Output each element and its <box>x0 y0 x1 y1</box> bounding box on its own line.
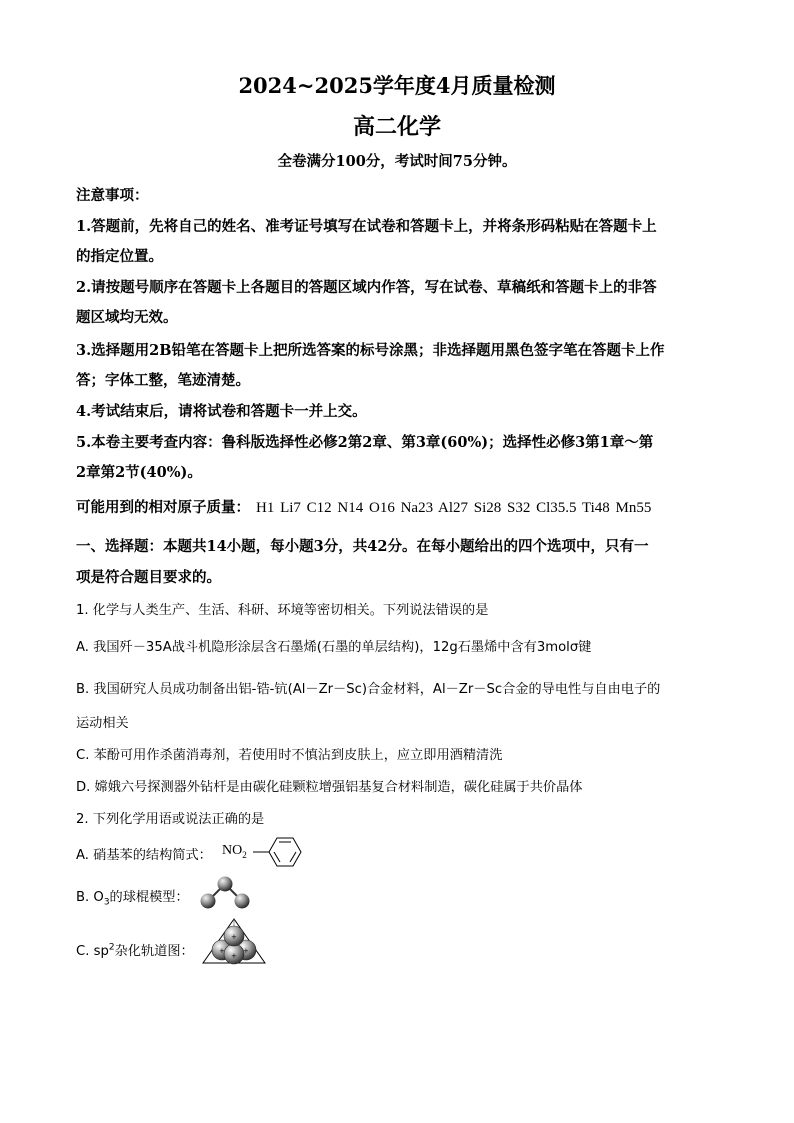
atomic-mass-line <box>76 496 651 517</box>
benzene-ring-icon <box>222 834 312 870</box>
question-2-option-b: B. $O_3$的球棍模型： <box>76 890 189 908</box>
notice-line: 答；字体工整，笔迹清楚。 <box>76 372 250 389</box>
sp2-hybrid-orbital-diagram <box>199 917 269 973</box>
option-a-label: A. 硝基苯的结构简式： <box>76 848 212 863</box>
question-1-option-a: A. 我国歼－35A战斗机隐形涂层含石墨烯(石墨的单层结构)，12g石墨烯中含有3molσ键 <box>76 640 592 655</box>
atomic-mass-label: 可能用到的相对原子质量： <box>76 499 250 516</box>
ozone-ball-stick-model <box>197 874 255 916</box>
notice-line: 题区域均无效。 <box>76 309 178 326</box>
question-2-option-c: C. $sp^2$杂化轨道图： <box>76 942 194 959</box>
question-1-option-b: B. 我国研究人员成功制备出铝-锆-钪(Al－Zr－Sc)合金材料，Al－Zr－Sc合金的导电性与自由电子的 <box>76 682 661 697</box>
notice-line: 的指定位置。 <box>76 248 163 265</box>
question-2-option-a <box>76 844 212 863</box>
question-1-option-d: D. 嫦娥六号探测器外钻杆是由碳化硅颗粒增强铝基复合材料制造，碳化硅属于共价晶体 <box>76 780 583 795</box>
atomic-mass-values: H1 Li7 C12 N14 O16 Na23 Al27 Si28 S32 Cl35.5 Ti48 Mn55 <box>256 500 652 516</box>
section-heading: 一、选择题：本题共14小题，每小题3分，共42分。在每小题给出的四个选项中，只有一 <box>76 538 649 555</box>
notice-line: 4.考试结束后，请将试卷和答题卡一并上交。 <box>76 403 367 420</box>
svg-text:+: + <box>231 933 237 941</box>
section-heading: 项是符合题目要求的。 <box>76 569 221 586</box>
notice-line: 2章第2节(40%)。 <box>76 464 202 481</box>
nitro-group-label: $NO_2$ <box>222 843 247 860</box>
ozone-molecule-icon <box>197 874 255 912</box>
svg-text:+: + <box>243 947 249 955</box>
hybrid-orbital-icon <box>199 917 269 969</box>
notice-line: 5.本卷主要考查内容：鲁科版选择性必修2第2章、第3章(60%)；选择性必修3第1章～第 <box>76 434 654 451</box>
svg-text:+: + <box>219 947 225 955</box>
exam-title: 2024~2025学年度4月质量检测 <box>238 73 556 98</box>
question-1-option-c: C. 苯酚可用作杀菌消毒剂，若使用时不慎沾到皮肤上，应立即用酒精清洗 <box>76 748 503 763</box>
question-1-option-b-cont: 运动相关 <box>76 716 129 731</box>
score-info: 全卷满分100分，考试时间75分钟。 <box>277 153 517 170</box>
svg-text:+: + <box>231 952 237 960</box>
nitrobenzene-structure <box>222 834 312 870</box>
notice-line: 1.答题前，先将自己的姓名、准考证号填写在试卷和答题卡上，并将条形码粘贴在答题卡上 <box>76 218 657 235</box>
notice-line: 2.请按题号顺序在答题卡上各题目的答题区域内作答，写在试卷、草稿纸和答题卡上的非答 <box>76 279 657 296</box>
question-2-stem: 2. 下列化学用语或说法正确的是 <box>76 812 265 827</box>
question-1-stem: 1. 化学与人类生产、生活、科研、环境等密切相关。下列说法错误的是 <box>76 603 489 618</box>
notice-heading: 注意事项： <box>76 187 149 204</box>
subject-title: 高二化学 <box>352 114 441 140</box>
notice-line: 3.选择题用2B铅笔在答题卡上把所选答案的标号涂黑；非选择题用黑色签字笔在答题卡上作 <box>76 342 665 359</box>
